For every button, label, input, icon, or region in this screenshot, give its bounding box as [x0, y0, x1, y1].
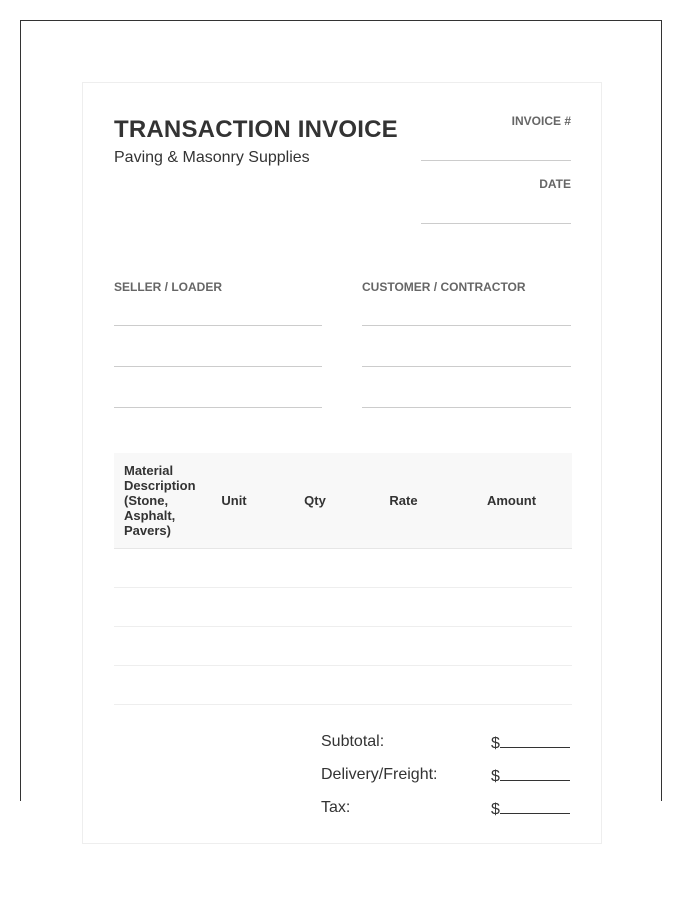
currency-symbol: $	[491, 735, 500, 752]
table-cell[interactable]	[274, 666, 356, 705]
column-header-description: Material Description (Stone, Asphalt, Pavers)	[114, 453, 194, 549]
table-cell[interactable]	[451, 666, 572, 705]
delivery-value[interactable]	[491, 766, 570, 786]
invoice-number-label: INVOICE #	[511, 114, 571, 128]
table-cell[interactable]	[274, 588, 356, 627]
table-cell[interactable]	[194, 549, 274, 588]
table-cell[interactable]	[194, 627, 274, 666]
subtotal-value[interactable]	[491, 733, 570, 753]
table-cell[interactable]	[274, 549, 356, 588]
tax-value[interactable]	[491, 799, 570, 819]
table-cell[interactable]	[114, 627, 194, 666]
column-header-rate: Rate	[356, 453, 451, 549]
subtotal-label: Subtotal:	[321, 733, 385, 750]
customer-line-3[interactable]	[362, 407, 571, 408]
table-cell[interactable]	[114, 588, 194, 627]
seller-line-3[interactable]	[114, 407, 322, 408]
table-row	[114, 588, 572, 627]
customer-line-2[interactable]	[362, 366, 571, 367]
seller-line-1[interactable]	[114, 325, 322, 326]
table-cell[interactable]	[114, 549, 194, 588]
seller-line-2[interactable]	[114, 366, 322, 367]
invoice-subtitle: Paving & Masonry Supplies	[114, 149, 310, 166]
currency-symbol: $	[491, 768, 500, 785]
table-row	[114, 666, 572, 705]
invoice-sheet	[82, 82, 602, 844]
table-cell[interactable]	[194, 666, 274, 705]
invoice-number-field[interactable]	[421, 160, 571, 161]
table-cell[interactable]	[356, 549, 451, 588]
table-cell[interactable]	[274, 627, 356, 666]
delivery-label: Delivery/Freight:	[321, 766, 438, 783]
page-viewport	[20, 20, 662, 818]
table-cell[interactable]	[356, 666, 451, 705]
table-row	[114, 549, 572, 588]
subtotal-blank	[500, 733, 570, 748]
column-header-amount: Amount	[451, 453, 572, 549]
tax-blank	[500, 799, 570, 814]
seller-label: SELLER / LOADER	[114, 280, 223, 294]
table-cell[interactable]	[194, 588, 274, 627]
invoice-title: TRANSACTION INVOICE	[114, 116, 398, 143]
column-header-unit: Unit	[194, 453, 274, 549]
table-cell[interactable]	[356, 627, 451, 666]
table-header-row	[114, 453, 572, 549]
date-field[interactable]	[421, 223, 571, 224]
line-items-table	[114, 453, 572, 705]
table-cell[interactable]	[114, 666, 194, 705]
column-header-qty: Qty	[274, 453, 356, 549]
table-cell[interactable]	[451, 549, 572, 588]
table-cell[interactable]	[356, 588, 451, 627]
date-label: DATE	[539, 177, 571, 191]
delivery-blank	[500, 766, 570, 781]
customer-label: CUSTOMER / CONTRACTOR	[362, 280, 526, 294]
currency-symbol: $	[491, 801, 500, 818]
customer-line-1[interactable]	[362, 325, 571, 326]
table-row	[114, 627, 572, 666]
table-cell[interactable]	[451, 627, 572, 666]
table-cell[interactable]	[451, 588, 572, 627]
tax-label: Tax:	[321, 799, 351, 816]
